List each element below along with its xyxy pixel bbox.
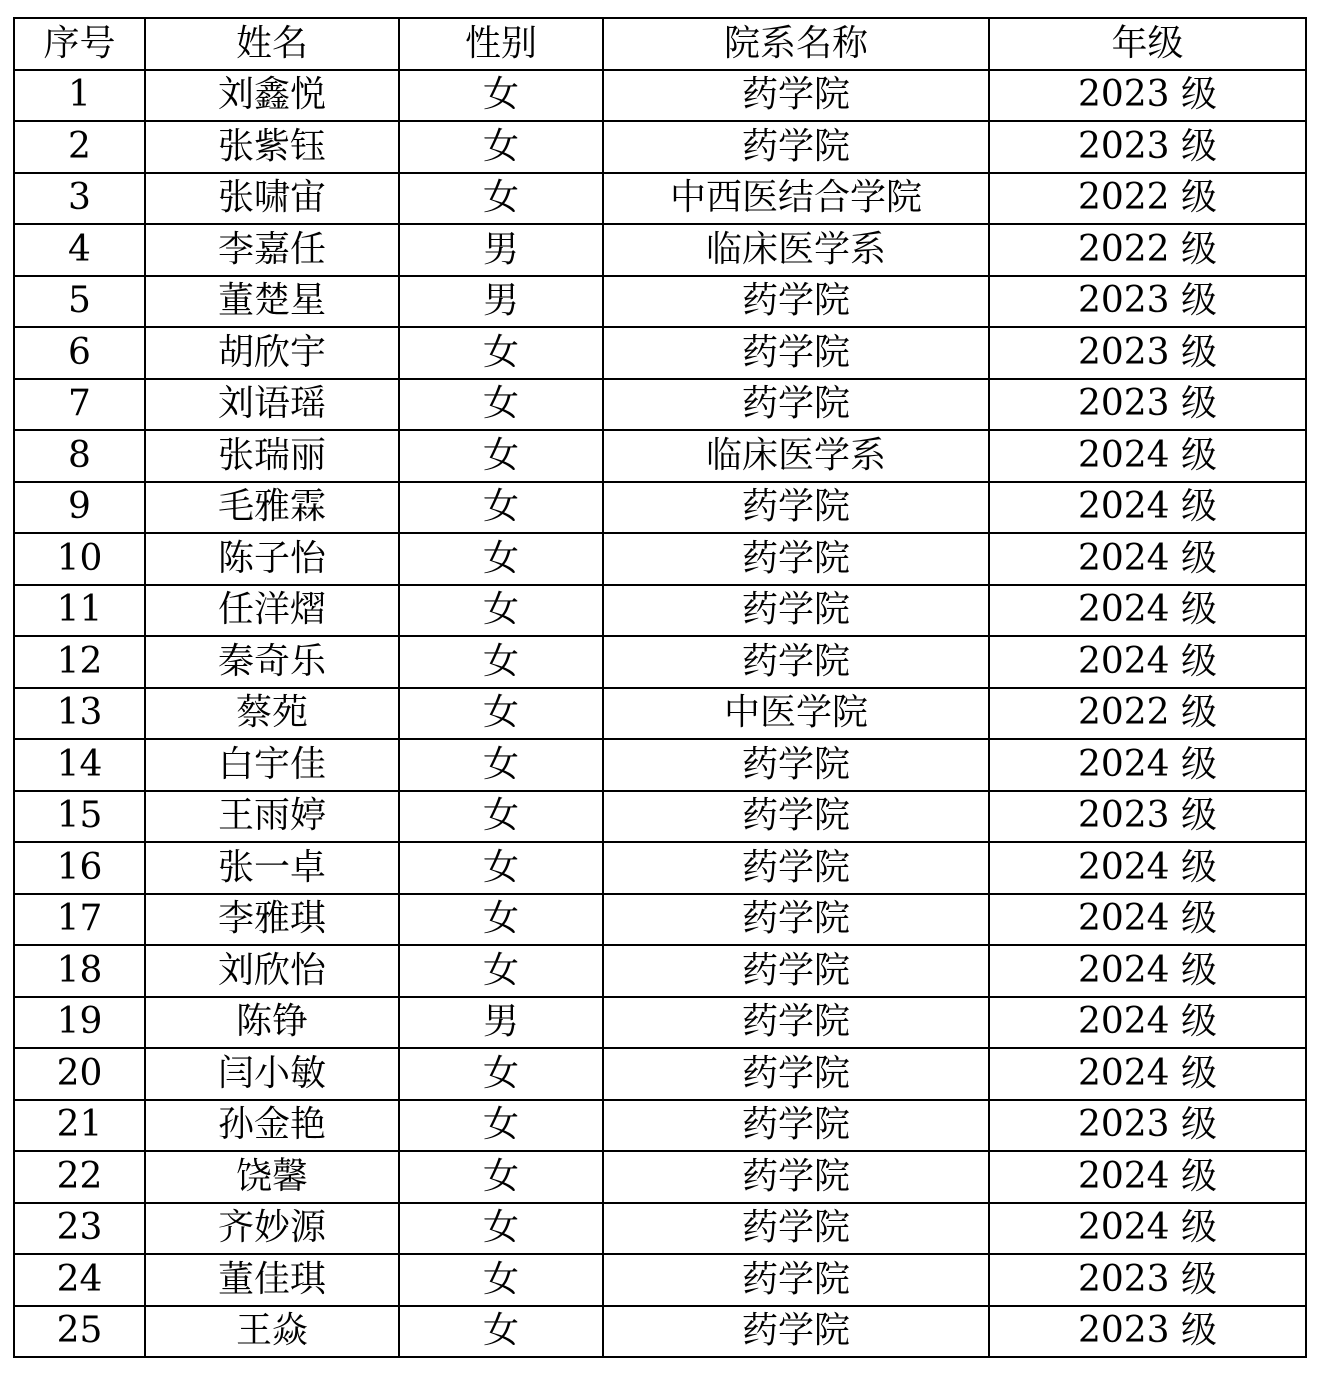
cell-department: 药学院 [603,791,989,843]
table-row [14,379,1306,431]
cell-number: 11 [14,585,145,637]
cell-department: 中医学院 [603,688,989,740]
table-row [14,70,1306,122]
table-body [14,70,1306,1358]
cell-number: 15 [14,791,145,843]
table-row [14,688,1306,740]
table-row [14,173,1306,225]
cell-grade: 2023 级 [989,379,1306,431]
cell-name: 董楚星 [145,276,399,328]
table-header [14,18,1306,70]
cell-gender: 女 [399,739,603,791]
table-row [14,636,1306,688]
cell-name: 陈铮 [145,997,399,1049]
cell-department: 药学院 [603,276,989,328]
cell-department: 药学院 [603,842,989,894]
cell-name: 白宇佳 [145,739,399,791]
cell-grade: 2024 级 [989,482,1306,534]
cell-grade: 2023 级 [989,791,1306,843]
cell-number: 18 [14,945,145,997]
cell-number: 20 [14,1048,145,1100]
cell-number: 22 [14,1151,145,1203]
cell-grade: 2023 级 [989,327,1306,379]
cell-gender: 女 [399,1100,603,1152]
cell-name: 张紫钰 [145,121,399,173]
table-row [14,894,1306,946]
table-row [14,482,1306,534]
table-row [14,842,1306,894]
cell-grade: 2024 级 [989,1151,1306,1203]
cell-gender: 女 [399,688,603,740]
cell-number: 21 [14,1100,145,1152]
cell-number: 16 [14,842,145,894]
header-cell-department: 院系名称 [603,18,989,70]
cell-number: 9 [14,482,145,534]
table-row [14,585,1306,637]
cell-grade: 2024 级 [989,430,1306,482]
cell-department: 药学院 [603,533,989,585]
table-row [14,1100,1306,1152]
cell-number: 2 [14,121,145,173]
cell-gender: 女 [399,121,603,173]
cell-gender: 女 [399,430,603,482]
header-cell-grade: 年级 [989,18,1306,70]
table-row [14,276,1306,328]
cell-gender: 女 [399,1203,603,1255]
cell-number: 3 [14,173,145,225]
cell-gender: 女 [399,1048,603,1100]
cell-number: 1 [14,70,145,122]
header-cell-gender: 性别 [399,18,603,70]
cell-number: 6 [14,327,145,379]
cell-name: 任洋熠 [145,585,399,637]
cell-department: 药学院 [603,1306,989,1358]
cell-gender: 男 [399,224,603,276]
cell-grade: 2024 级 [989,1048,1306,1100]
cell-gender: 女 [399,842,603,894]
table-row [14,739,1306,791]
table-row [14,1151,1306,1203]
table-row [14,533,1306,585]
cell-department: 药学院 [603,121,989,173]
cell-name: 胡欣宇 [145,327,399,379]
table-row [14,945,1306,997]
cell-number: 13 [14,688,145,740]
cell-number: 8 [14,430,145,482]
cell-gender: 女 [399,945,603,997]
student-table [13,17,1307,1358]
cell-number: 19 [14,997,145,1049]
cell-gender: 女 [399,1306,603,1358]
cell-department: 药学院 [603,1100,989,1152]
cell-name: 王雨婷 [145,791,399,843]
cell-grade: 2024 级 [989,636,1306,688]
table-row [14,1203,1306,1255]
cell-grade: 2024 级 [989,739,1306,791]
cell-gender: 女 [399,1254,603,1306]
cell-name: 闫小敏 [145,1048,399,1100]
cell-department: 药学院 [603,945,989,997]
cell-grade: 2022 级 [989,173,1306,225]
cell-grade: 2023 级 [989,70,1306,122]
cell-number: 10 [14,533,145,585]
cell-department: 药学院 [603,1151,989,1203]
cell-gender: 女 [399,533,603,585]
cell-department: 药学院 [603,894,989,946]
cell-number: 25 [14,1306,145,1358]
cell-department: 药学院 [603,636,989,688]
cell-name: 刘欣怡 [145,945,399,997]
cell-gender: 女 [399,327,603,379]
table-row [14,1306,1306,1358]
cell-department: 药学院 [603,482,989,534]
cell-name: 张一卓 [145,842,399,894]
cell-department: 药学院 [603,997,989,1049]
cell-grade: 2023 级 [989,1254,1306,1306]
cell-name: 李嘉任 [145,224,399,276]
cell-number: 5 [14,276,145,328]
table-row [14,791,1306,843]
cell-name: 王焱 [145,1306,399,1358]
table-row [14,1048,1306,1100]
table-row [14,224,1306,276]
cell-department: 药学院 [603,1203,989,1255]
cell-grade: 2023 级 [989,276,1306,328]
header-cell-number: 序号 [14,18,145,70]
cell-name: 刘语瑶 [145,379,399,431]
cell-number: 4 [14,224,145,276]
cell-number: 14 [14,739,145,791]
cell-name: 陈子怡 [145,533,399,585]
cell-name: 李雅琪 [145,894,399,946]
cell-name: 刘鑫悦 [145,70,399,122]
table-row [14,121,1306,173]
cell-name: 董佳琪 [145,1254,399,1306]
cell-department: 药学院 [603,379,989,431]
cell-name: 秦奇乐 [145,636,399,688]
cell-grade: 2024 级 [989,585,1306,637]
cell-gender: 男 [399,997,603,1049]
table-row [14,430,1306,482]
cell-name: 张啸宙 [145,173,399,225]
cell-gender: 女 [399,1151,603,1203]
cell-gender: 女 [399,173,603,225]
cell-number: 24 [14,1254,145,1306]
cell-name: 孙金艳 [145,1100,399,1152]
header-cell-name: 姓名 [145,18,399,70]
cell-department: 药学院 [603,585,989,637]
table-row [14,997,1306,1049]
cell-department: 药学院 [603,1254,989,1306]
cell-grade: 2023 级 [989,1306,1306,1358]
cell-grade: 2024 级 [989,1203,1306,1255]
cell-gender: 女 [399,70,603,122]
cell-department: 临床医学系 [603,430,989,482]
cell-name: 张瑞丽 [145,430,399,482]
cell-grade: 2022 级 [989,224,1306,276]
cell-grade: 2022 级 [989,688,1306,740]
cell-grade: 2023 级 [989,1100,1306,1152]
cell-gender: 女 [399,585,603,637]
cell-number: 23 [14,1203,145,1255]
cell-gender: 女 [399,894,603,946]
header-row [14,18,1306,70]
cell-name: 毛雅霖 [145,482,399,534]
cell-number: 7 [14,379,145,431]
cell-number: 17 [14,894,145,946]
cell-department: 临床医学系 [603,224,989,276]
cell-gender: 女 [399,791,603,843]
cell-name: 蔡苑 [145,688,399,740]
cell-grade: 2024 级 [989,842,1306,894]
cell-name: 齐妙源 [145,1203,399,1255]
cell-grade: 2023 级 [989,121,1306,173]
cell-gender: 女 [399,482,603,534]
table-row [14,327,1306,379]
cell-name: 饶馨 [145,1151,399,1203]
cell-grade: 2024 级 [989,894,1306,946]
cell-gender: 女 [399,636,603,688]
cell-gender: 女 [399,379,603,431]
cell-department: 药学院 [603,70,989,122]
cell-department: 药学院 [603,1048,989,1100]
cell-number: 12 [14,636,145,688]
cell-gender: 男 [399,276,603,328]
cell-department: 药学院 [603,739,989,791]
cell-grade: 2024 级 [989,945,1306,997]
cell-grade: 2024 级 [989,533,1306,585]
cell-grade: 2024 级 [989,997,1306,1049]
cell-department: 中西医结合学院 [603,173,989,225]
cell-department: 药学院 [603,327,989,379]
table-row [14,1254,1306,1306]
